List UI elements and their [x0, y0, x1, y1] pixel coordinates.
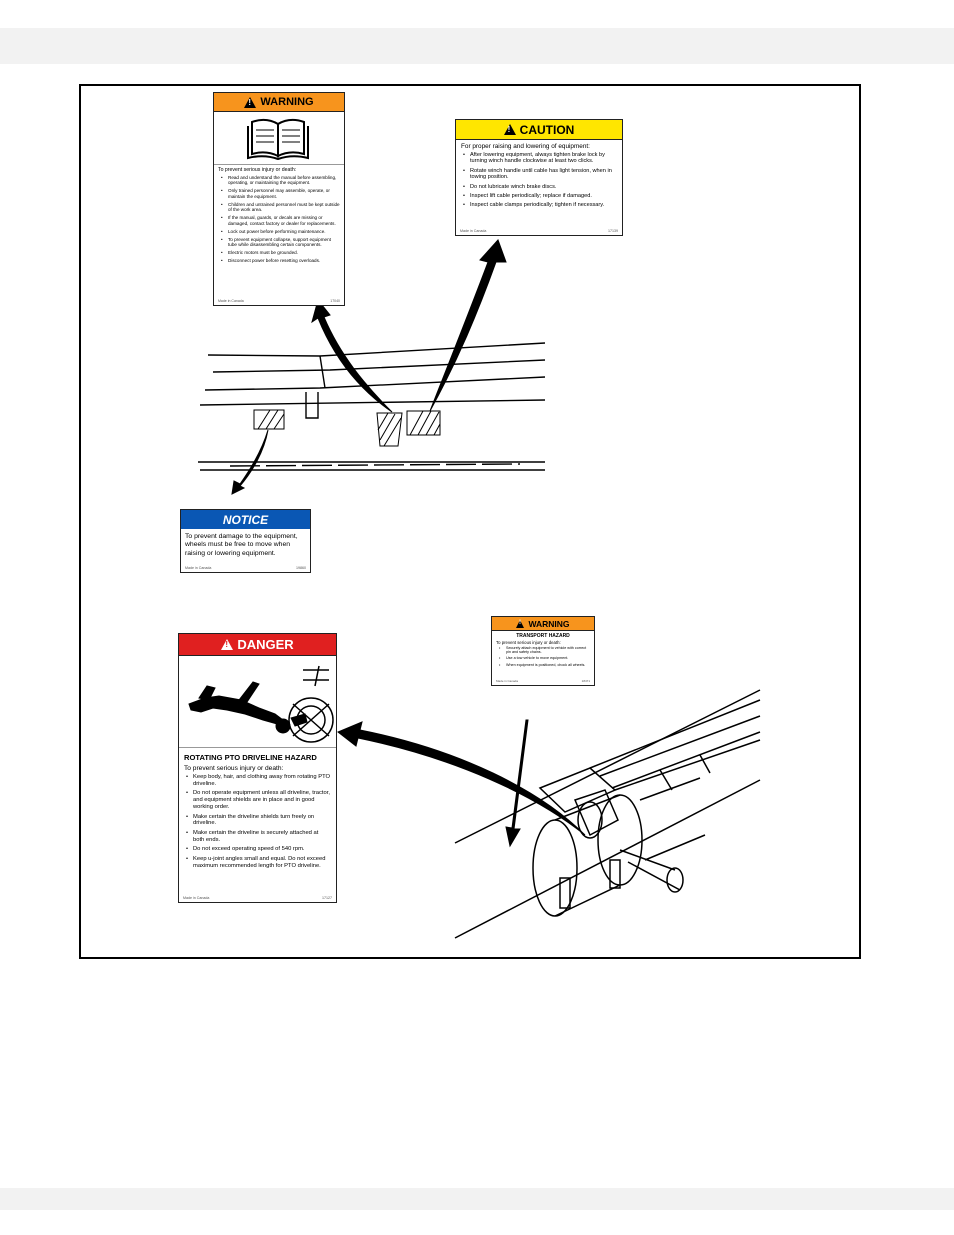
warning-transport-decal: [491, 616, 595, 686]
alert-triangle-icon: [244, 97, 256, 108]
decal-footer: [183, 896, 332, 900]
warning-list: [492, 646, 594, 667]
list-item: • Electric motors must be grounded.: [222, 250, 340, 255]
decal-location-markers: [254, 410, 440, 446]
pto-driveline-drawing: [455, 690, 760, 938]
list-item: • Make certain the driveline shields turn freely on driveline.: [187, 814, 331, 827]
pto-hazard-title: ROTATING PTO DRIVELINE HAZARD: [184, 753, 317, 762]
warning-header: [492, 617, 594, 631]
list-item: • Rotate winch handle until cable has light tension, when in towing position.: [464, 168, 617, 181]
list-item: • If the manual, guards, or decals are missing or damaged, contact factory or dealer for replacements.: [222, 215, 340, 226]
decal-footer: [218, 299, 340, 303]
alert-triangle-icon: [516, 620, 524, 628]
list-item: • Use a tow vehicle to move equipment.: [500, 656, 591, 660]
notice-body: To prevent damage to the equipment, wheels must be free to move when raising or lowering equipment.: [185, 533, 298, 557]
list-item: • Do not exceed operating speed of 540 rpm.: [187, 846, 331, 853]
notice-wheels-decal: [180, 509, 311, 573]
list-item: • Disconnect power before resetting overloads.: [222, 258, 340, 263]
entanglement-hazard-icon: [179, 656, 336, 748]
made-in-label: Made in Canada: [218, 299, 244, 303]
decal-code: 17139: [608, 229, 618, 233]
list-item: • Inspect cable clamps periodically; tighten if necessary.: [464, 202, 617, 208]
danger-list: [179, 774, 336, 869]
warning-intro: To prevent serious injury or death:: [218, 167, 297, 173]
caution-intro: For proper raising and lowering of equipment:: [461, 143, 590, 150]
list-item: • Do not operate equipment unless all driveline, tractor, and equipment shields are in place and in good working order.: [187, 790, 331, 810]
warning-header: [214, 93, 344, 112]
decal-code: 18471: [581, 679, 590, 683]
notice-header: [181, 510, 310, 529]
warning-intro: To prevent serious injury or death:: [496, 640, 561, 645]
list-item: • Lock out power before performing maintenance.: [222, 229, 340, 234]
danger-header-label: DANGER: [237, 637, 294, 652]
alert-triangle-icon: [221, 639, 233, 650]
caution-header: [456, 120, 622, 140]
open-book-icon: [214, 112, 344, 165]
list-item: • Inspect lift cable periodically; replace if damaged.: [464, 193, 617, 199]
list-item: • After lowering equipment, always tighten brake lock by turning winch handle clockwise at least two clicks.: [464, 152, 617, 165]
list-item: • Read and understand the manual before assembling, operating, or maintaining the equipment.: [222, 175, 340, 186]
list-item: • Keep body, hair, and clothing away from rotating PTO driveline.: [187, 774, 331, 787]
decal-code: 17127: [322, 896, 332, 900]
danger-header: [179, 634, 336, 656]
decal-code: 17040: [330, 299, 340, 303]
alert-triangle-icon: [504, 124, 516, 135]
list-item: • To prevent equipment collapse, support equipment tube while disassembling certain components.: [222, 237, 340, 248]
list-item: • When equipment is positioned, chock all wheels.: [500, 663, 591, 667]
caution-list: [456, 152, 622, 209]
warning-list: [214, 175, 344, 263]
warning-manual-decal: [213, 92, 345, 306]
frame-rails-drawing: [198, 343, 545, 470]
danger-intro: To prevent serious injury or death:: [184, 765, 284, 772]
list-item: • Securely attach equipment to vehicle with correct pin and safety chains.: [500, 646, 591, 654]
made-in-label: Made in Canada: [183, 896, 210, 900]
danger-pto-decal: [178, 633, 337, 903]
caution-winch-decal: [455, 119, 623, 236]
decal-code: 19860: [296, 566, 306, 570]
decal-footer: [185, 566, 306, 570]
made-in-label: Made in Canada: [460, 229, 487, 233]
decal-footer: [496, 679, 590, 683]
caution-header-label: CAUTION: [519, 122, 575, 137]
list-item: • Make certain the driveline is securely attached at both ends.: [187, 830, 331, 843]
warning-header-label: WARNING: [260, 96, 314, 108]
list-item: • Keep u-joint angles small and equal. Do not exceed maximum recommended length for PTO driveline.: [187, 856, 331, 869]
list-item: • Children and untrained personnel must be kept outside of the work area.: [222, 202, 340, 213]
list-item: • Do not lubricate winch brake discs.: [464, 184, 617, 190]
made-in-label: Made in Canada: [185, 566, 212, 570]
transport-hazard-title: TRANSPORT HAZARD: [516, 633, 570, 639]
decal-footer: [460, 229, 618, 233]
warning-header-label: WARNING: [528, 618, 570, 629]
notice-header-label: NOTICE: [222, 512, 269, 527]
made-in-label: Made in Canada: [496, 679, 519, 683]
list-item: • Only trained personnel may assemble, operate, or maintain the equipment.: [222, 188, 340, 199]
